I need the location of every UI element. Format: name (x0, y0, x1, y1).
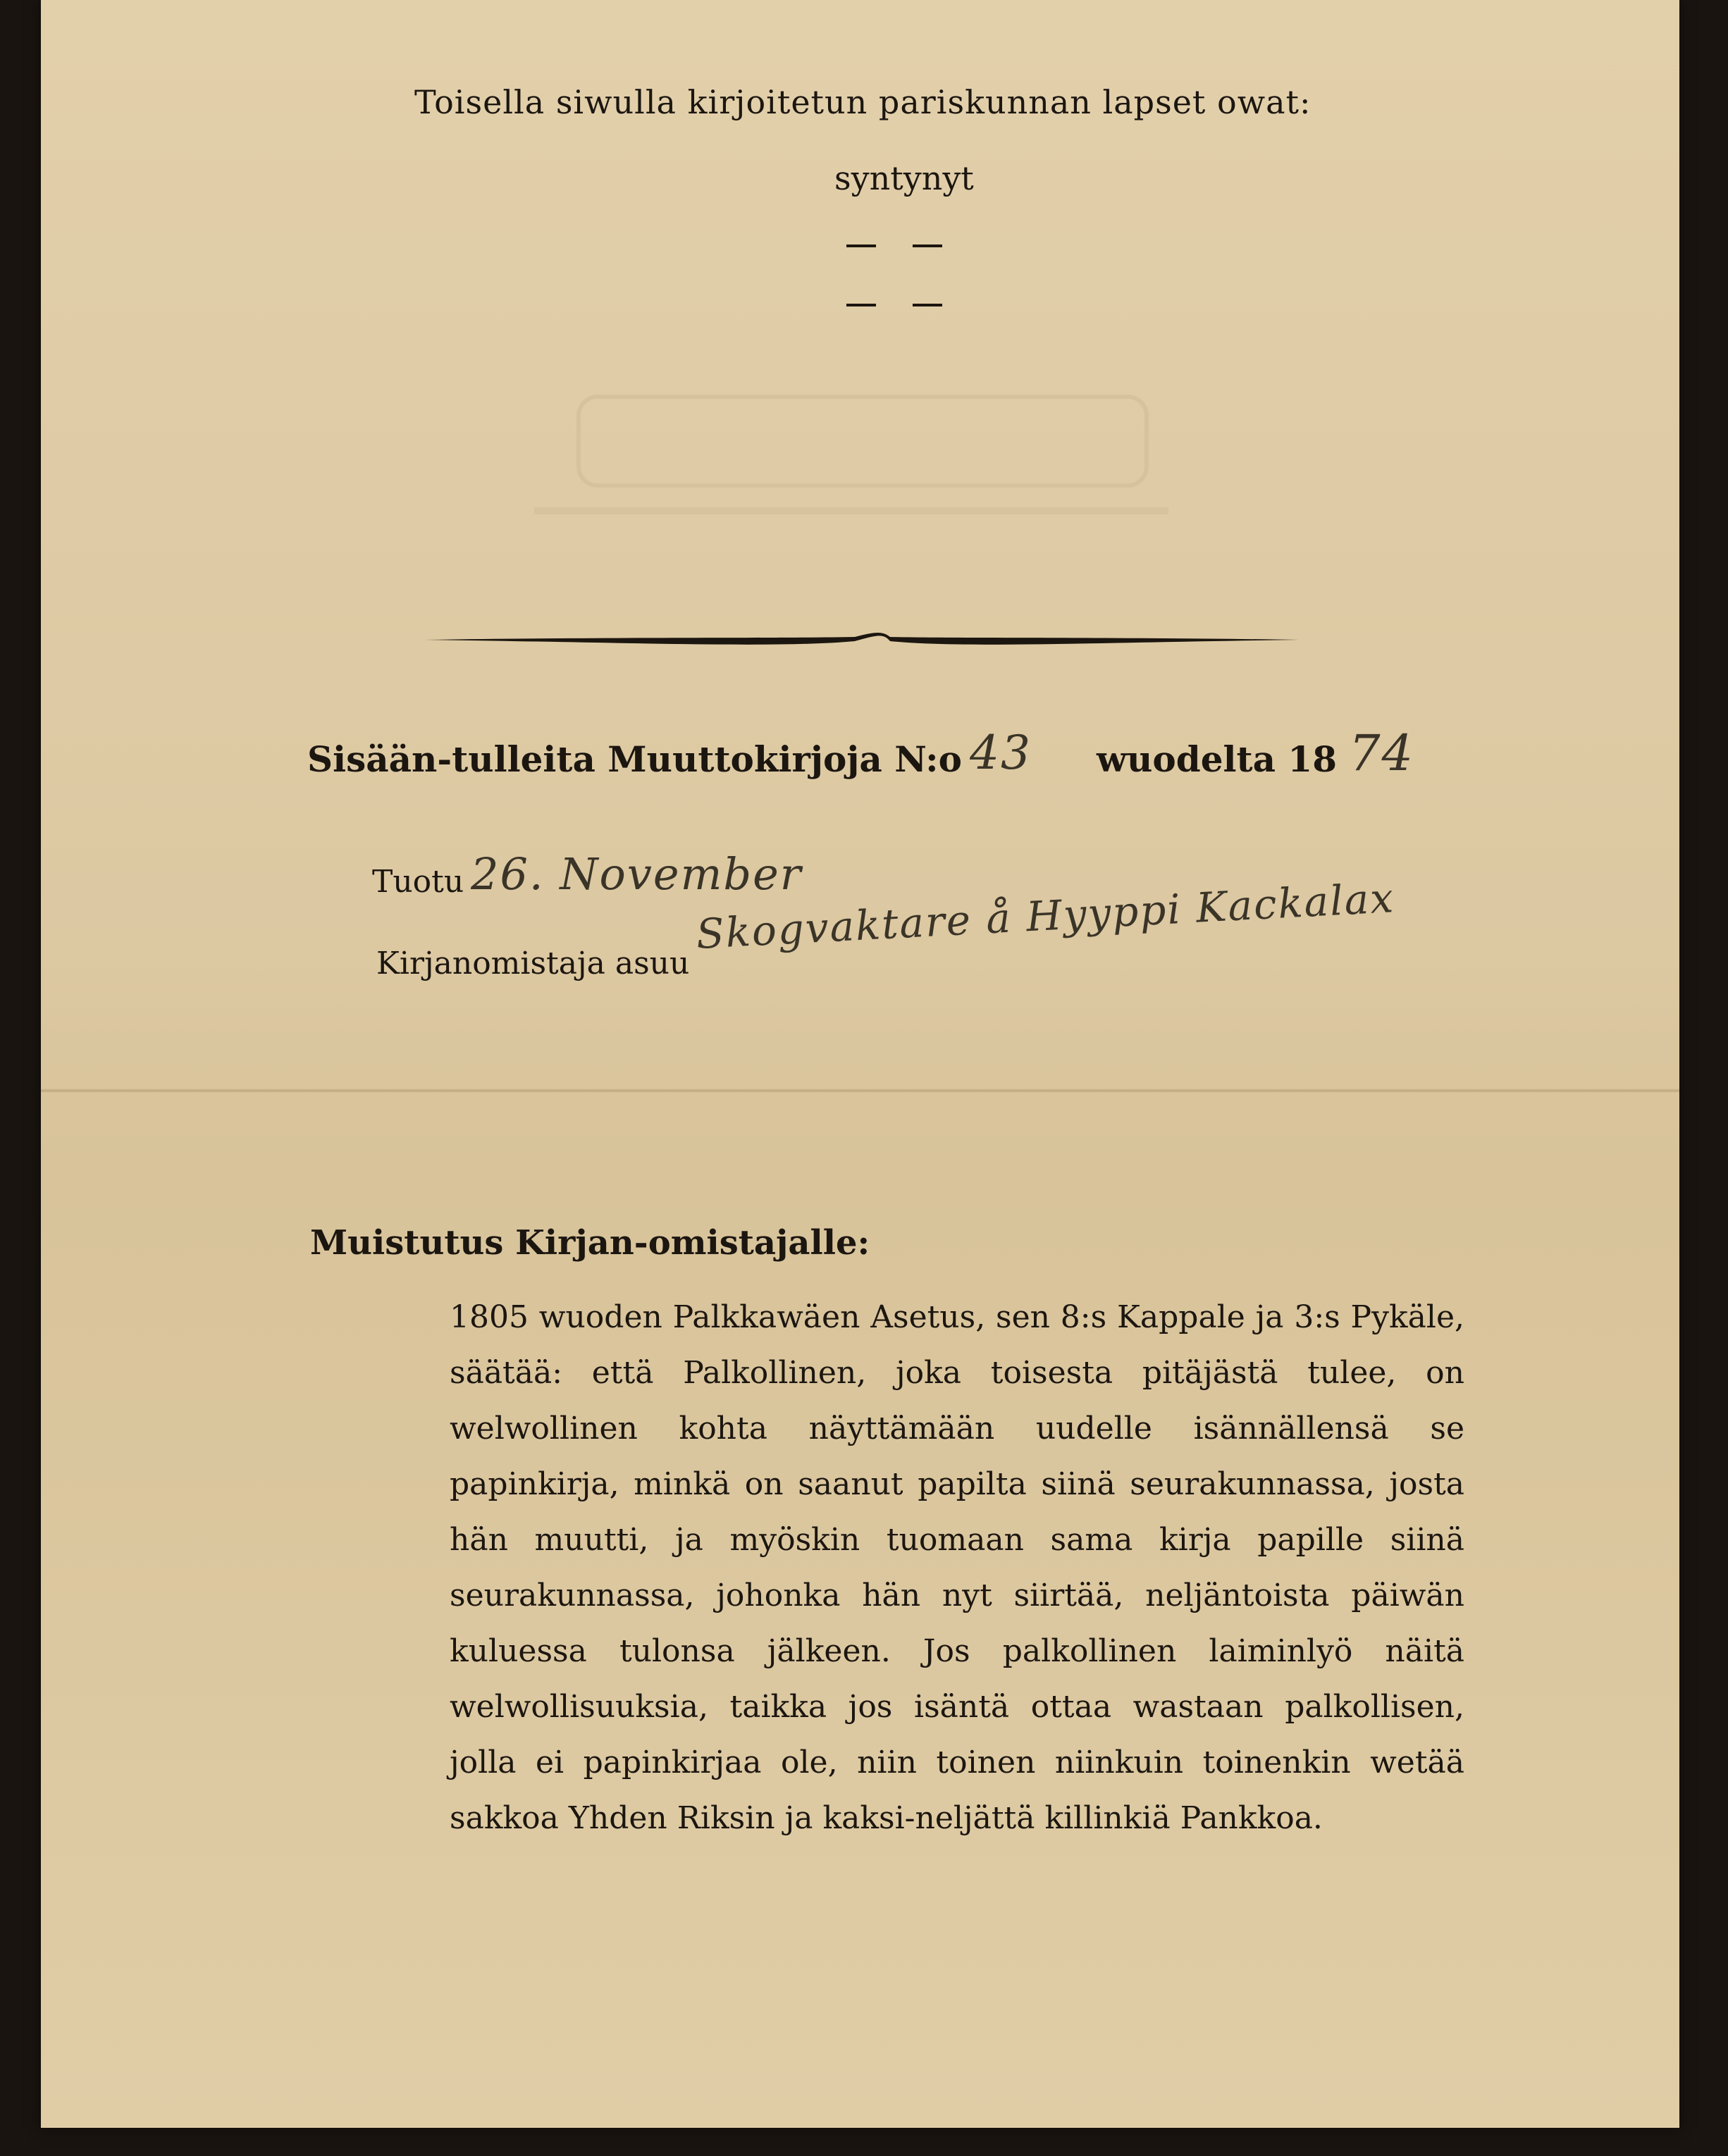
bleed-through-mark (534, 507, 1168, 514)
register-year-handwritten: 74 (1349, 724, 1415, 782)
document-sheet (41, 0, 1679, 2128)
dash-mark (913, 244, 942, 247)
owner-label: Kirjanomistaja asuu (376, 946, 690, 981)
paper-fold-line (41, 1089, 1679, 1093)
dash-mark (846, 304, 876, 306)
decorative-rule (425, 627, 1299, 655)
reminder-body-text: 1805 wuoden Palkkawäen Asetus, sen 8:s Kappale ja 3:s Pykäle, säätää: että Palkollinen, joka toisesta pitäjästä tulee, on welwollinen kohta näyttämään uudelle isännällensä se papinkirja, minkä on saanut papilta siinä seurakunnassa, josta hän muutti, ja myöskin tuomaan sama kirja papille siinä seurakunnassa, johonka hän nyt siirtää, neljäntoista päiwän kuluessa tulonsa jälkeen. Jos palkollinen laiminlyö näitä welwollisuuksia, taikka jos isäntä ottaa wastaan palkollisen, jolla ei papinkirjaa ole, niin toinen niinkuin toinenkin wetää sakkoa Yhden Riksin ja kaksi-neljättä killinkiä Pankkoa. (450, 1299, 1464, 1836)
register-number-handwritten: 43 (970, 726, 1032, 780)
bleed-through-mark (576, 395, 1149, 488)
reminder-heading: Muistutus Kirjan-omistajalle: (310, 1223, 870, 1263)
dash-mark (913, 304, 942, 306)
brought-label: Tuotu (372, 864, 464, 900)
born-label: syntynyt (834, 159, 974, 197)
register-year-label: wuodelta 18 (1097, 738, 1337, 780)
children-heading: Toisella siwulla kirjoitetun pariskunnan lapset owat: (414, 83, 1312, 121)
brought-date-handwritten: 26. November (471, 848, 803, 900)
dash-mark (846, 244, 876, 247)
register-label: Sisään-tulleita Muuttokirjoja N:o (307, 738, 962, 780)
owner-residence-handwritten: Skogvaktare å Hyyppi Kackalax (695, 874, 1396, 958)
